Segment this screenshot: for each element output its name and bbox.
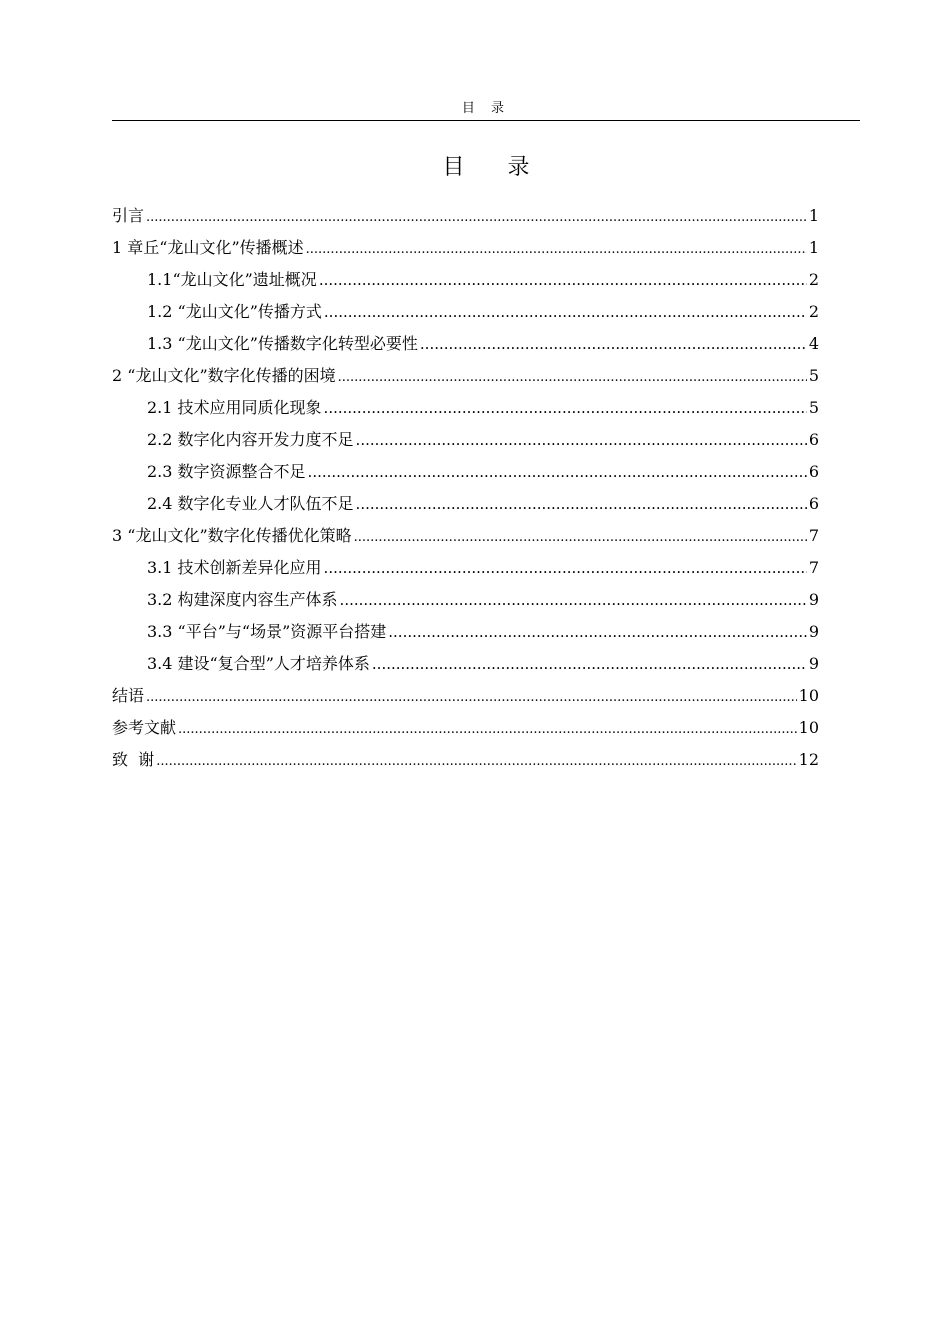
toc-entry[interactable] <box>112 424 819 456</box>
toc-entry-page: 12 <box>798 750 819 769</box>
toc-entry-page: 5 <box>808 398 819 417</box>
toc-entry[interactable] <box>112 328 819 360</box>
toc-entry[interactable] <box>112 360 819 392</box>
toc-title: 目 录 <box>442 155 548 180</box>
toc-entry-page: 4 <box>808 334 819 353</box>
toc-dot-leader <box>146 202 807 234</box>
toc-entry-label: 1.3 “龙山文化”传播数字化转型必要性 <box>147 334 418 353</box>
toc-entry[interactable] <box>112 552 819 584</box>
toc-entry-page: 7 <box>808 526 819 545</box>
toc-entry-label: 2.1 技术应用同质化现象 <box>147 398 322 417</box>
toc-dot-leader <box>356 488 807 520</box>
toc-entry-label: 引言 <box>112 206 145 225</box>
toc-entry-label: 3.1 技术创新差异化应用 <box>147 558 322 577</box>
toc-entry[interactable] <box>112 520 819 552</box>
toc-entry-label: 致 谢 <box>112 750 155 769</box>
toc-entry-page: 6 <box>808 494 819 513</box>
toc-dot-leader <box>306 234 807 266</box>
toc-entry-label: 2 “龙山文化”数字化传播的困境 <box>112 366 336 385</box>
toc-entry-label: 3 “龙山文化”数字化传播优化策略 <box>112 526 352 545</box>
toc-entry[interactable] <box>112 488 819 520</box>
toc-dot-leader <box>324 296 807 328</box>
toc-entry-page: 6 <box>808 462 819 481</box>
toc-dot-leader <box>338 362 807 394</box>
header-rule <box>112 120 860 121</box>
toc-dot-leader <box>178 714 797 746</box>
toc-dot-leader <box>354 522 807 554</box>
toc-entry[interactable] <box>112 296 819 328</box>
toc-entry-page: 1 <box>808 206 819 225</box>
toc-dot-leader <box>372 648 807 680</box>
toc-entry-page: 6 <box>808 430 819 449</box>
toc-dot-leader <box>146 682 797 714</box>
toc-entry-label: 2.2 数字化内容开发力度不足 <box>147 430 354 449</box>
toc-entry-label: 1.2 “龙山文化”传播方式 <box>147 302 322 321</box>
toc-entry[interactable] <box>112 232 819 264</box>
toc-entry-label: 3.2 构建深度内容生产体系 <box>147 590 338 609</box>
toc-entry[interactable] <box>112 712 819 744</box>
toc-entry-page: 2 <box>808 270 819 289</box>
toc-entry[interactable] <box>112 200 819 232</box>
toc-entry-label: 1 章丘“龙山文化”传播概述 <box>112 238 304 257</box>
toc-dot-leader <box>340 584 807 616</box>
toc-entry-page: 7 <box>808 558 819 577</box>
toc-entry-page: 9 <box>808 654 819 673</box>
toc-dot-leader <box>308 456 807 488</box>
toc-entry-page: 9 <box>808 590 819 609</box>
toc-dot-leader <box>420 328 807 360</box>
toc-entry-page: 1 <box>808 238 819 257</box>
toc-entry-label: 3.3 “平台”与“场景”资源平台搭建 <box>147 622 387 641</box>
toc-entry-label: 2.4 数字化专业人才队伍不足 <box>147 494 354 513</box>
toc-entry[interactable] <box>112 456 819 488</box>
toc-entry-page: 10 <box>798 718 819 737</box>
toc-entry-label: 1.1“龙山文化”遗址概况 <box>147 270 317 289</box>
toc-dot-leader <box>324 552 807 584</box>
toc-entry[interactable] <box>112 680 819 712</box>
toc-entry-page: 9 <box>808 622 819 641</box>
toc-dot-leader <box>388 616 807 648</box>
toc-entry[interactable] <box>112 392 819 424</box>
toc-entry[interactable] <box>112 616 819 648</box>
toc-dot-leader <box>324 392 807 424</box>
toc-entry-label: 结语 <box>112 686 145 705</box>
toc-entry[interactable] <box>112 744 819 776</box>
toc-entry-page: 5 <box>808 366 819 385</box>
toc-entry[interactable] <box>112 584 819 616</box>
toc-entry[interactable] <box>112 648 819 680</box>
toc-dot-leader <box>356 424 807 456</box>
table-of-contents <box>112 200 819 776</box>
toc-entry-label: 参考文献 <box>112 718 177 737</box>
toc-entry-label: 3.4 建设“复合型”人才培养体系 <box>147 654 370 673</box>
toc-dot-leader <box>156 746 796 778</box>
toc-entry[interactable] <box>112 264 819 296</box>
toc-entry-page: 2 <box>808 302 819 321</box>
toc-entry-page: 10 <box>798 686 819 705</box>
running-header: 目 录 <box>461 101 511 116</box>
toc-dot-leader <box>319 264 807 296</box>
toc-entry-label: 2.3 数字资源整合不足 <box>147 462 306 481</box>
